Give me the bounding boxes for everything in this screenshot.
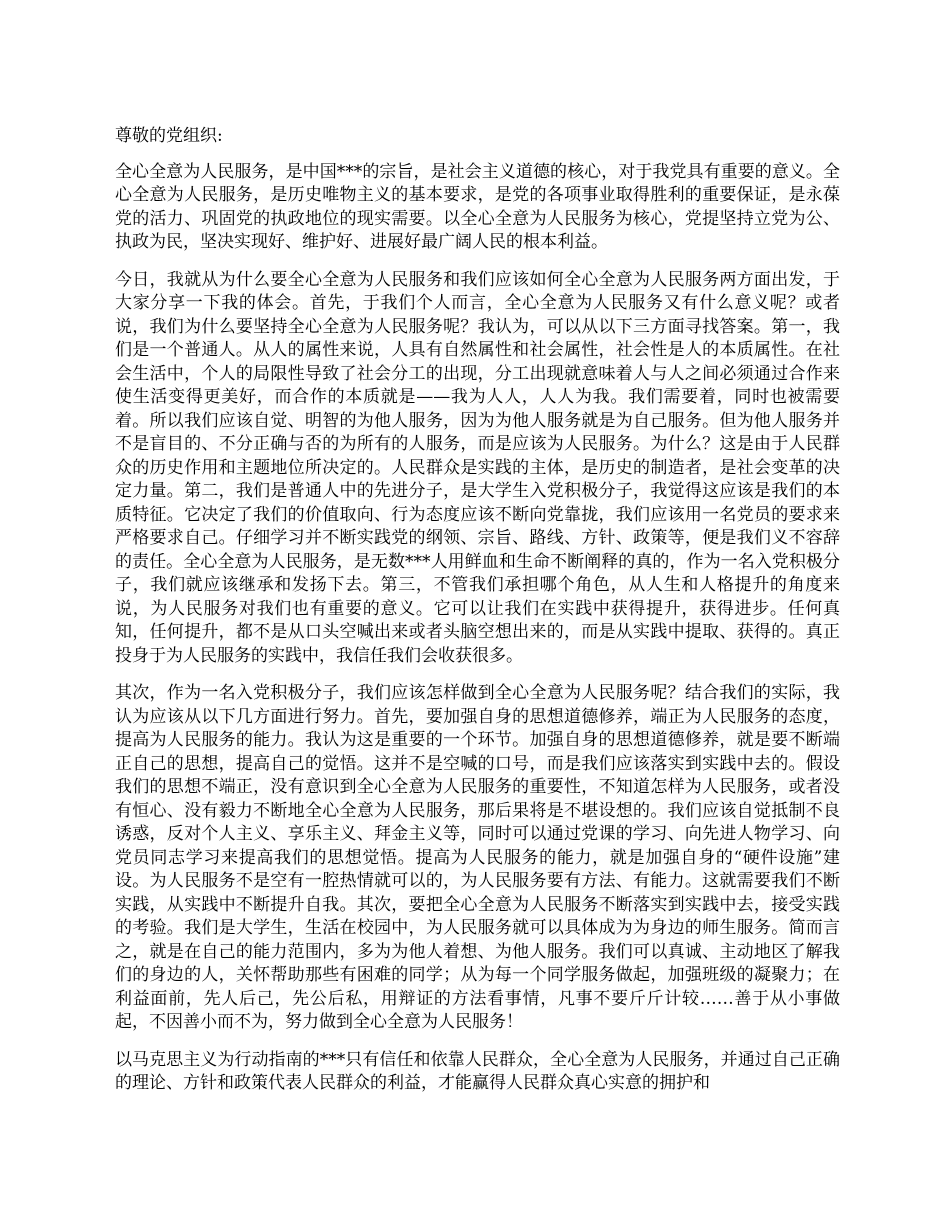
document-page xyxy=(115,125,840,1230)
paragraph-1: 全心全意为人民服务，是中国***的宗旨，是社会主义道德的核心，对于我党具有重要的意义。全心全意为人民服务，是历史唯物主义的基本要求，是党的各项事业取得胜利的重要保证，是永葆党的活力、巩固党的执政地位的现实需要。以全心全意为人民服务为核心，党提坚持立党为公、执政为民，坚决实现好、维护好、进展好最广阔人民的根本利益。 xyxy=(115,161,840,252)
salutation: 尊敬的党组织: xyxy=(115,126,223,146)
paragraph-2: 今日，我就从为什么要全心全意为人民服务和我们应该如何全心全意为人民服务两方面出发，于大家分享一下我的体会。首先，于我们个人而言，全心全意为人民服务又有什么意义呢？或者说，我们为什么要坚持全心全意为人民服务呢？我认为，可以从以下三方面寻找答案。第一，我们是一个普通人。从人的属性来说，人具有自然属性和社会属性，社会性是人的本质属性。在社会生活中，个人的局限性导致了社会分工的出现，分工出现就意味着人与人之间必须通过合作来使生活变得更美好，而合作的本质就是——我为人人，人人为我。我们需要着，同时也被需要着。所以我们应该自觉、明智的为他人服务，因为为他人服务就是为自己服务。但为他人服务并不是盲目的、不分正确与否的为所有的人服务，而是应该为人民服务。为什么？这是由于人民群众的历史作用和主题地位所决定的。人民群众是实践的主体，是历史的制造者，是社会变革的决定力量。第二，我们是普通人中的先进分子，是大学生入党积极分子，我觉得这应该是我们的本质特征。它决定了我们的价值取向、行为态度应该不断向党靠拢，我们应该用一名党员的要求来严格要求自己。仔细学习并不断实践党的纲领、宗旨、路线、方针、政策等，便是我们义不容辞的责任。全心全意为人民服务，是无数***人用鲜血和生命不断阐释的真的，作为一名入党积极分子，我们就应该继承和发扬下去。第三，不管我们承担哪个角色，从人生和人格提升的角度来说，为人民服务对我们也有重要的意义。它可以让我们在实践中获得提升，获得进步。任何真知，任何提升，都不是从口头空喊出来或者头脑空想出来的，而是从实践中提取、获得的。真正投身于为人民服务的实践中，我信任我们会收获很多。 xyxy=(115,269,840,666)
paragraph-3: 其次，作为一名入党积极分子，我们应该怎样做到全心全意为人民服务呢？结合我们的实际，我认为应该从以下几方面进行努力。首先，要加强自身的思想道德修养，端正为人民服务的态度，提高为人民服务的能力。我认为这是重要的一个环节。加强自身的思想道德修养，就是要不断端正自己的思想，提高自己的觉悟。这并不是空喊的口号，而是我们应该落实到实践中去的。假设我们的思想不端正，没有意识到全心全意为人民服务的重要性，不知道怎样为人民服务，或者没有恒心、没有毅力不断地全心全意为人民服务，那后果将是不堪设想的。我们应该自觉抵制不良诱惑，反对个人主义、享乐主义、拜金主义等，同时可以通过党课的学习、向先进人物学习、向党员同志学习来提高我们的思想觉悟。提高为人民服务的能力，就是加强自身的“硬件设施”建设。为人民服务不是空有一腔热情就可以的，为人民服务要有方法、有能力。这就需要我们不断实践，从实践中不断提升自我。其次，要把全心全意为人民服务不断落实到实践中去，接受实践的考验。我们是大学生，生活在校园中，为人民服务就可以具体成为为身边的师生服务。简而言之，就是在自己的能力范围内，多为为他人着想、为他人服务。我们可以真诚、主动地区了解我们的身边的人，关怀帮助那些有困难的同学；从为每一个同学服务做起，加强班级的凝聚力；在利益面前，先人后己，先公后私，用辩证的方法看事情，凡事不要斤斤计较……善于从小事做起，不因善小而不为，努力做到全心全意为人民服务！ xyxy=(115,683,840,1032)
paragraph-4: 以马克思主义为行动指南的***只有信任和依靠人民群众，全心全意为人民服务，并通过自己正确的理论、方针和政策代表人民群众的利益，才能赢得人民群众真心实意的拥护和 xyxy=(115,1049,840,1093)
